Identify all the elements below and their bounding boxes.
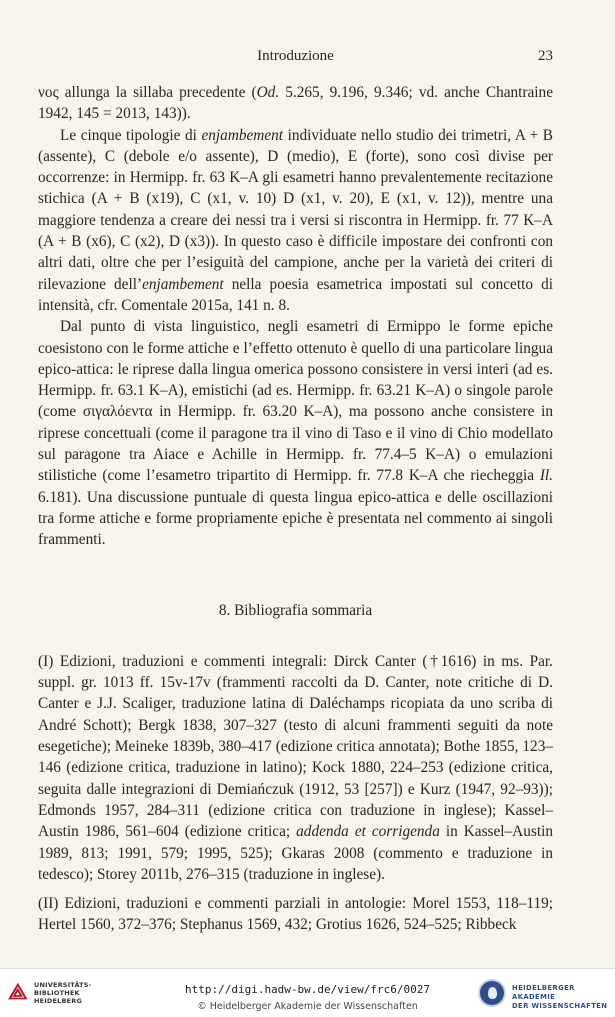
- text-run: individuate nello studio dei trimetri, A + B (assente), C (debole e/o assente), D (medio), E (forte), sono così divise per occorrenze: in Hermipp. fr. 63 K–A gli esametri hanno prevalentemente recitazione stichica (A + B (x19), C (x1, v. 10) D (x1, v. 20), E (x1, v. 12)), mentre una maggiore tendenza a creare dei nessi tra i versi si riscontra in Hermipp. fr. 77 K–A (A + B (x6), C (x2), D (x3)). In questo caso è difficile impostare dei confronti con altri dati, oltre che per l’esiguità del campione, anche per la varietà dei criteri di rilevazione dell’: [38, 126, 553, 293]
- paragraph-2: [38, 125, 553, 317]
- library-logo-icon: ⟁: [8, 980, 28, 1005]
- italic-term: addenda et corrigenda: [296, 823, 440, 841]
- text-run: in Kassel–Austin 1989, 813; 1991, 579; 1995, 525); Gkaras 2008 (commento e traduzione in tedesco); Storey 2011b, 276–315 (traduzione in inglese).: [38, 823, 553, 883]
- page-body: [38, 82, 553, 936]
- running-title: Introduzione: [257, 48, 334, 64]
- permalink-url[interactable]: http://digi.hadw-bw.de/view/frc6/0027: [184, 983, 431, 996]
- text-run: 5.265, 9.196, 9.346; vd. anche Chantraine 1942, 145 = 2013, 143)).: [38, 84, 553, 123]
- bibliography-paragraph-1: [38, 651, 553, 885]
- italic-ref: Il.: [539, 467, 553, 485]
- italic-term: enjambement: [201, 126, 284, 144]
- italic-ref: Od.: [256, 84, 280, 101]
- library-logo-text: UNIVERSITÄTS- BIBLIOTHEK HEIDELBERG: [34, 981, 92, 1005]
- bibliography-paragraph-2: [38, 893, 553, 936]
- text-run: 6.181). Una discussione puntuale di questa lingua epico-attica e delle oscillazioni tra forme attiche e forme propriamente epiche è presentata nel commento ai singoli frammenti.: [38, 488, 553, 549]
- paragraph-3: [38, 316, 553, 550]
- academy-seal-icon: [478, 979, 506, 1007]
- text-run: νος allunga la sillaba precedente (: [38, 84, 257, 101]
- academy-logo[interactable]: [478, 977, 610, 1011]
- text-run: (I) Edizioni, traduzioni e commenti integrali: Dirck Canter (†1616) in ms. Par. suppl. gr. 1013 ff. 15v-17v (frammenti raccolti da D. Canter, note critiche di D. Canter e J.J. Scaliger, traduzione latina di Daléchamps ricopiata da uno scriba di André Schott); Bergk 1838, 307–327 (testo di alcuni frammenti seguiti da note esegetiche); Meineke 1839b, 380–417 (edizione critica annotata); Bothe 1855, 123–146 (edizione critica, traduzione in latino); Kock 1880, 224–253 (edizione critica, seguita dalle integrazioni di Demiańczuk (1912, 53 [257]) e Kurz (1947, 92–93)); Edmonds 1957, 284–311 (edizione critica con traduzione in inglese); Kassel–Austin 1986, 561–604 (edizione critica;: [38, 652, 553, 841]
- text-run: Dal punto di vista linguistico, negli esametri di Ermippo le forme epiche coesistono con le forme attiche e l’effetto ottenuto è quello di una particolare lingua epico-attica: le riprese dalla lingua omerica possono consistere in versi interi (ad es. Hermipp. fr. 63.1 K–A), emistichi (ad es. Hermipp. fr. 63.21 K–A) o singole parole (come σιγαλόεντα in Hermipp. fr. 63.20 K–A), ma possono anche consistere in riprese concettuali (come il paragone tra il vino di Taso e il vino di Chio modellato sul paragone tra Aiace e Achille in Hermipp. fr. 77.4–5 K–A) o emulazioni stilistiche (come l’esametro tripartito di Hermipp. fr. 77.8 K–A che riecheggia: [38, 318, 553, 485]
- academy-logo-text: HEIDELBERGER AKADEMIE DER WISSENSCHAFTEN: [512, 984, 608, 1010]
- copyright-notice: © Heidelberger Akademie der Wissenschaften: [197, 1001, 418, 1012]
- running-header: [38, 48, 553, 68]
- section-title: 8. Bibliografia sommaria: [218, 601, 373, 619]
- text-run: (II) Edizioni, traduzioni e commenti parziali in antologie: Morel 1553, 118–119; Hertel 1560, 372–376; Stephanus 1569, 432; Grotius 1626, 524–525; Ribbeck: [38, 895, 553, 934]
- page-number: 23: [538, 48, 553, 64]
- paragraph-1: [38, 82, 553, 125]
- footer-bar: [0, 968, 615, 1017]
- text-run: nella poesia esametrica impostati sul concetto di intensità, cfr. Comentale 2015a, 141 n. 8.: [38, 275, 553, 314]
- italic-term: enjambement: [142, 275, 224, 293]
- text-run: Le cinque tipologie di: [60, 126, 202, 144]
